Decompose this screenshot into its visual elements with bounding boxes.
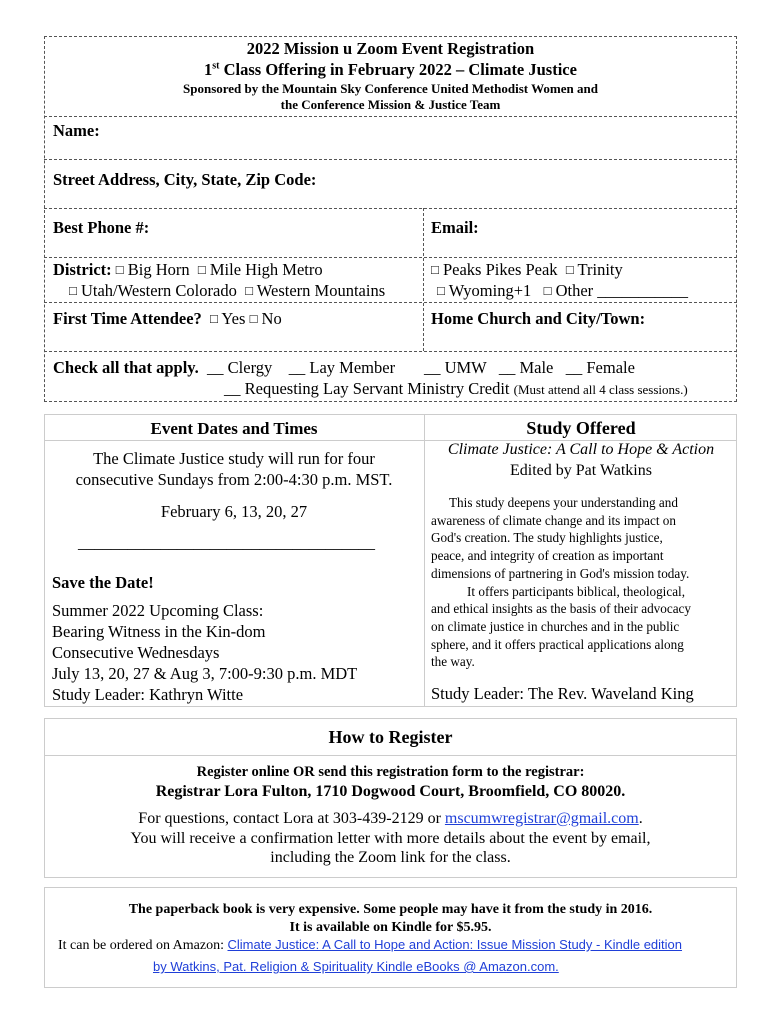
checkbox-utah-western-colorado[interactable]: □ Utah/Western Colorado (69, 281, 237, 300)
name-label: Name: (53, 121, 100, 140)
register-line-5: including the Zoom link for the class. (270, 849, 511, 866)
book-line-2: It is available on Kindle for $5.95. (289, 920, 492, 935)
first-time-row (53, 309, 282, 329)
check-umw[interactable]: __ UMW (423, 358, 487, 377)
book-line-1: The paperback book is very expensive. Some people may have it from the study in 2016. (128, 902, 653, 917)
first-time-label: First Time Attendee? (53, 309, 202, 328)
register-contact-end: . (638, 810, 643, 827)
amazon-link-continued[interactable]: by Watkins, Pat. Religion & Spirituality Kindle eBooks @ Amazon.com. (153, 959, 559, 974)
checkbox-big-horn[interactable]: □ Big Horn (115, 260, 190, 279)
checkbox-mile-high-metro[interactable]: □ Mile High Metro (197, 260, 323, 279)
study-leader: Study Leader: The Rev. Waveland King (431, 684, 694, 703)
check-clergy[interactable]: __ Clergy (207, 358, 273, 377)
checkbox-peaks-pikes-peak[interactable]: □ Peaks Pikes Peak (431, 260, 558, 279)
event-divider: ____________________________________ (78, 533, 375, 552)
description-line: the way. (431, 654, 475, 670)
page-title: 2022 Mission u Zoom Event Registration (246, 39, 535, 58)
home-church-field[interactable] (431, 330, 731, 348)
check-all-label: Check all that apply. (53, 358, 199, 377)
summer-line: Bearing Witness in the Kin-dom (52, 622, 266, 641)
sponsor-line-1: Sponsored by the Mountain Sky Conference United Methodist Women and (183, 81, 598, 96)
summer-line: Study Leader: Kathryn Witte (52, 685, 244, 704)
book-line-3 (58, 937, 682, 954)
register-line-4: You will receive a confirmation letter with more details about the event by email, (130, 830, 651, 847)
name-field[interactable] (150, 120, 730, 156)
summer-line: Summer 2022 Upcoming Class: (52, 601, 264, 620)
event-dates: February 6, 13, 20, 27 (160, 502, 308, 521)
checkbox-yes[interactable]: □ Yes (210, 309, 246, 328)
checkbox-no[interactable]: □ No (249, 309, 282, 328)
book-order-text: It can be ordered on Amazon: (58, 938, 228, 953)
summer-class-info (52, 600, 357, 705)
subtitle-text: Class Offering in February 2022 – Climate Justice (219, 60, 577, 79)
register-heading: How to Register (328, 727, 453, 747)
event-heading: Event Dates and Times (150, 419, 318, 438)
sponsor-line-2: the Conference Mission & Justice Team (280, 97, 501, 112)
district-row-1 (53, 260, 323, 280)
study-edited-by: Edited by Pat Watkins (510, 462, 652, 479)
register-line-3 (44, 810, 737, 828)
study-book-title: Climate Justice: A Call to Hope & Action (447, 441, 715, 458)
description-line: peace, and integrity of creation as important (431, 548, 664, 564)
event-line-2: consecutive Sundays from 2:00-4:30 p.m. MST. (75, 470, 393, 489)
phone-label: Best Phone #: (53, 218, 150, 237)
subtitle-prefix: 1 (204, 60, 213, 79)
study-description (431, 494, 691, 671)
save-the-date: Save the Date! (52, 573, 154, 592)
summer-line: July 13, 20, 27 & Aug 3, 7:00-9:30 p.m. MDT (52, 664, 358, 683)
description-line: dimensions of partnering in God's mission today. (431, 565, 690, 581)
email-label: Email: (431, 218, 479, 237)
summer-line: Consecutive Wednesdays (52, 643, 220, 662)
district-row-3 (431, 260, 623, 280)
subtitle-sup: st (212, 60, 220, 72)
check-lay-member[interactable]: __ Lay Member (288, 358, 396, 377)
checkbox-wyoming[interactable]: □ Wyoming+1 (437, 281, 532, 300)
address-field[interactable] (345, 164, 730, 204)
checkbox-western-mountains[interactable]: □ Western Mountains (245, 281, 386, 300)
amazon-link[interactable]: Climate Justice: A Call to Hope and Action: Issue Mission Study - Kindle edition (227, 937, 683, 952)
district-row-2 (69, 281, 385, 301)
book-line-4 (153, 958, 559, 976)
check-male[interactable]: __ Male (498, 358, 554, 377)
register-contact: For questions, contact Lora at 303-439-2129 or (138, 810, 445, 827)
event-line-1: The Climate Justice study will run for four (93, 449, 375, 468)
check-female[interactable]: __ Female (565, 358, 635, 377)
lay-servant-row (224, 379, 688, 399)
lay-servant-note: (Must attend all 4 class sessions.) (513, 382, 688, 397)
check-all-row (53, 358, 635, 378)
registrar-email-link[interactable]: mscumwregistrar@gmail.com (444, 810, 639, 827)
description-line: sphere, and it offers practical applications along (431, 636, 684, 652)
check-lay-servant[interactable]: __ Requesting Lay Servant Ministry Credit (224, 379, 510, 398)
checkbox-other[interactable]: □ Other ___________ (543, 281, 689, 300)
description-line: on climate justice in churches and in the public (431, 618, 680, 634)
description-line: awareness of climate change and its impact on (431, 512, 676, 528)
description-line: It offers participants biblical, theological, (467, 583, 686, 599)
register-line-2: Registrar Lora Fulton, 1710 Dogwood Court, Broomfield, CO 80020. (155, 783, 626, 800)
district-label: District: (53, 260, 112, 279)
phone-field[interactable] (160, 213, 415, 253)
register-line-1: Register online OR send this registration form to the registrar: (196, 764, 585, 780)
study-heading: Study Offered (526, 418, 636, 438)
page-subtitle (44, 60, 737, 80)
description-line: and ethical insights as the basis of their advocacy (431, 601, 692, 617)
checkbox-trinity[interactable]: □ Trinity (565, 260, 623, 279)
address-label: Street Address, City, State, Zip Code: (53, 170, 317, 189)
district-row-4 (437, 281, 688, 301)
description-line: This study deepens your understanding and (449, 495, 678, 510)
email-field[interactable] (488, 213, 728, 253)
home-church-label: Home Church and City/Town: (431, 309, 646, 328)
description-line: God's creation. The study highlights justice, (431, 530, 663, 546)
